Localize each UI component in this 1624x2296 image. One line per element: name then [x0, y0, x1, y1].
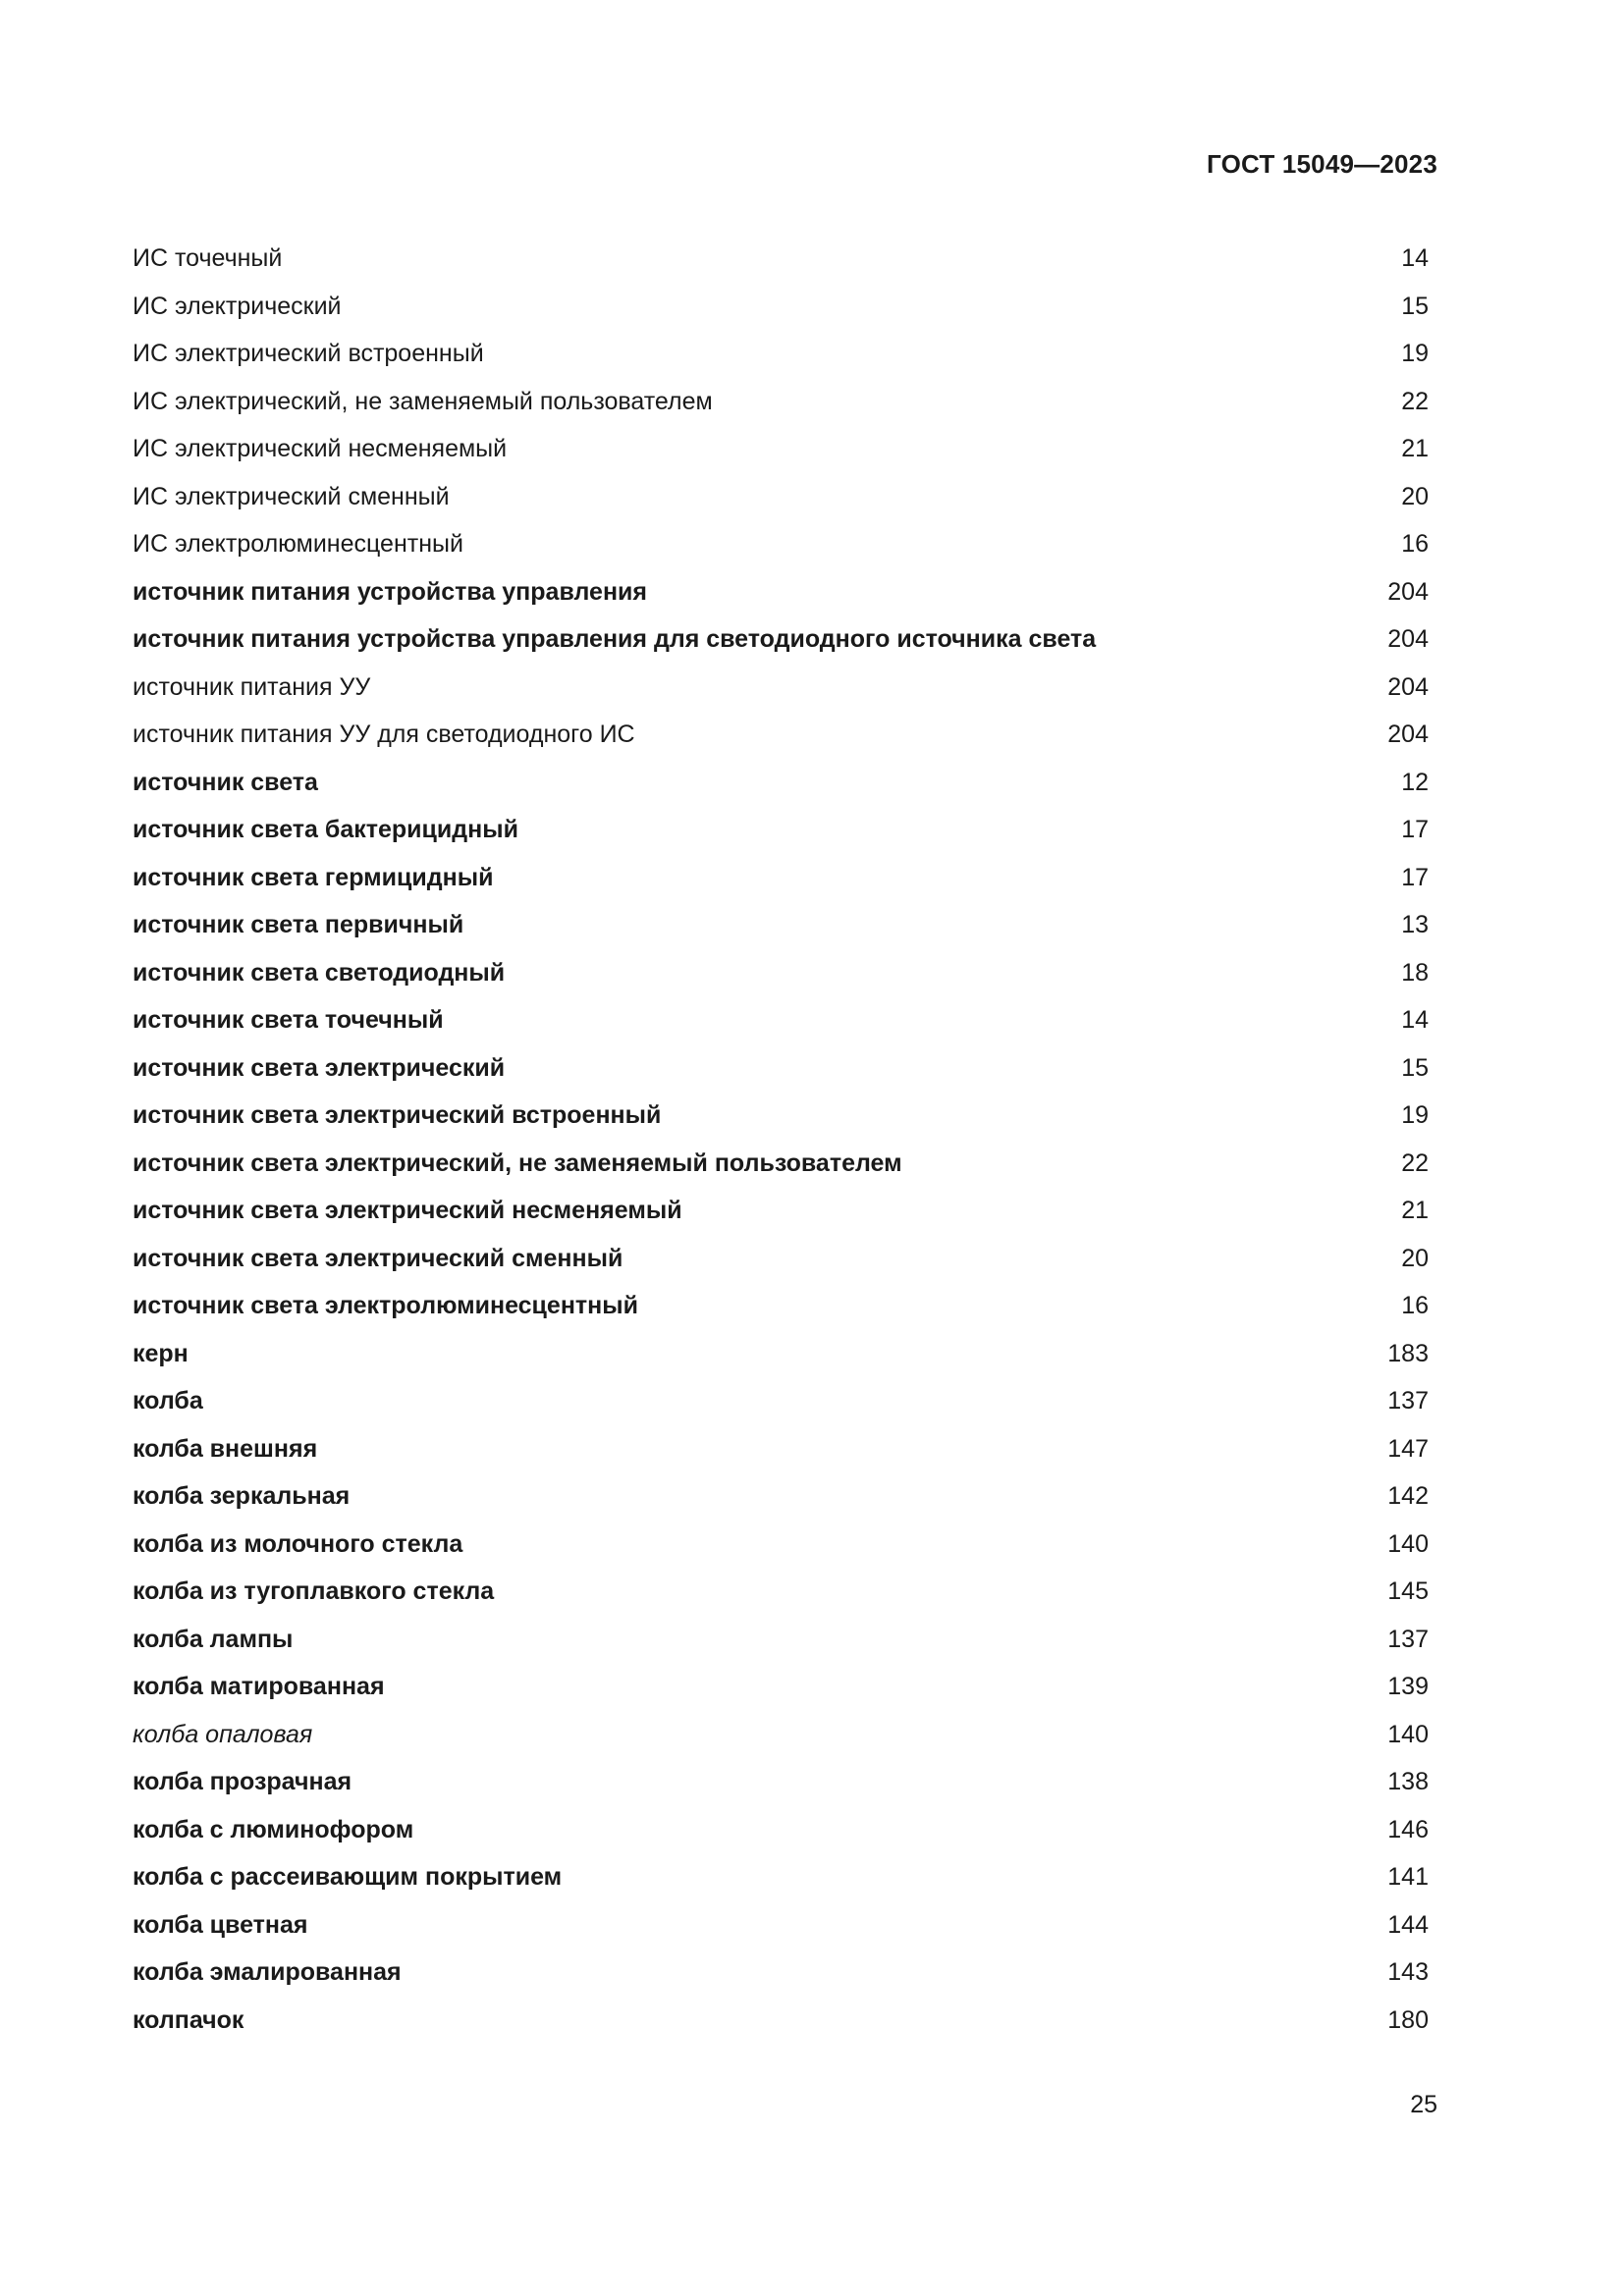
index-entry	[133, 283, 1429, 331]
index-page-ref: 138	[1387, 1768, 1429, 1795]
index-page-ref: 21	[1401, 1197, 1429, 1224]
index-page-ref: 144	[1387, 1910, 1429, 1939]
alphabetical-index-list	[133, 235, 1429, 2044]
index-page-ref: 180	[1387, 2005, 1429, 2034]
index-entry	[133, 949, 1429, 997]
index-term: источник света электрический сменный	[133, 1244, 623, 1272]
index-term: колба прозрачная	[133, 1768, 352, 1795]
index-term: ИС электрический	[133, 292, 342, 320]
index-page-ref: 140	[1387, 1720, 1429, 1748]
index-entry	[133, 664, 1429, 712]
index-term: колба из тугоплавкого стекла	[133, 1577, 495, 1605]
index-page-ref: 204	[1387, 577, 1429, 606]
index-page-ref: 16	[1401, 530, 1429, 558]
index-page-ref: 139	[1387, 1673, 1429, 1700]
index-page-ref: 14	[1401, 244, 1429, 272]
index-page-ref: 145	[1387, 1577, 1429, 1605]
index-term: колба с люминофором	[133, 1815, 414, 1843]
index-page-ref: 143	[1387, 1958, 1429, 1986]
index-entry	[133, 1330, 1429, 1378]
index-term: ИС электрический встроенный	[133, 340, 484, 367]
index-page-ref: 140	[1387, 1529, 1429, 1558]
index-entry	[133, 568, 1429, 616]
index-term: колба с рассеивающим покрытием	[133, 1863, 563, 1891]
index-term: источник света	[133, 768, 318, 796]
index-term: колба	[133, 1387, 203, 1415]
index-term: колба цветная	[133, 1910, 308, 1939]
index-entry	[133, 1425, 1429, 1473]
index-page-ref: 183	[1387, 1339, 1429, 1367]
index-entry	[133, 330, 1429, 378]
index-entry	[133, 1282, 1429, 1330]
index-page-ref: 204	[1387, 721, 1429, 748]
index-page-ref: 17	[1401, 863, 1429, 891]
index-page-ref: 137	[1387, 1625, 1429, 1653]
index-term: источник света бактерицидный	[133, 816, 518, 843]
index-entry	[133, 711, 1429, 759]
index-entry	[133, 425, 1429, 473]
index-entry	[133, 1472, 1429, 1521]
index-term: колпачок	[133, 2005, 244, 2034]
index-page-ref: 12	[1401, 768, 1429, 796]
index-term: колба эмалированная	[133, 1958, 402, 1986]
index-entry	[133, 1806, 1429, 1854]
index-page-ref: 19	[1401, 1101, 1429, 1129]
index-entry	[133, 1521, 1429, 1569]
index-entry	[133, 1997, 1429, 2045]
index-term: ИС электрический, не заменяемый пользователем	[133, 387, 713, 415]
page-number: 25	[1410, 2091, 1437, 2118]
index-entry	[133, 1568, 1429, 1616]
index-page-ref: 16	[1401, 1292, 1429, 1319]
index-entry	[133, 1235, 1429, 1283]
index-entry	[133, 520, 1429, 568]
index-page-ref: 141	[1387, 1863, 1429, 1891]
index-term: источник света электрический встроенный	[133, 1101, 662, 1129]
index-term: источник питания устройства управления	[133, 577, 647, 606]
index-entry	[133, 806, 1429, 854]
index-page-ref: 14	[1401, 1006, 1429, 1034]
index-entry	[133, 1853, 1429, 1901]
index-term: керн	[133, 1339, 189, 1367]
index-page-ref: 147	[1387, 1434, 1429, 1463]
index-term: ИС электрический сменный	[133, 482, 450, 510]
index-page-ref: 21	[1401, 435, 1429, 462]
index-entry	[133, 1711, 1429, 1759]
index-entry	[133, 901, 1429, 949]
index-term: колба зеркальная	[133, 1482, 351, 1510]
index-term: колба матированная	[133, 1673, 385, 1700]
index-term: колба опаловая	[133, 1720, 313, 1748]
index-term: источник света электролюминесцентный	[133, 1292, 638, 1319]
document-code-header: ГОСТ 15049—2023	[1207, 149, 1437, 179]
index-entry	[133, 615, 1429, 664]
index-term: источник питания УУ	[133, 672, 371, 701]
index-term: источник питания устройства управления для светодиодного источника света	[133, 625, 1097, 653]
index-term: ИС точечный	[133, 244, 283, 272]
index-term: колба лампы	[133, 1625, 294, 1653]
index-entry	[133, 1758, 1429, 1806]
index-page-ref: 146	[1387, 1815, 1429, 1843]
index-term: колба внешняя	[133, 1434, 318, 1463]
index-page-ref: 19	[1401, 340, 1429, 367]
index-term: ИС электролюминесцентный	[133, 530, 463, 558]
index-page-ref: 20	[1401, 1244, 1429, 1272]
index-page-ref: 13	[1401, 911, 1429, 938]
index-entry	[133, 1616, 1429, 1664]
index-page-ref: 204	[1387, 625, 1429, 653]
index-term: источник света первичный	[133, 911, 464, 938]
index-entry	[133, 1092, 1429, 1140]
index-entry	[133, 378, 1429, 426]
index-page-ref: 15	[1401, 1053, 1429, 1082]
index-page-ref: 18	[1401, 958, 1429, 987]
index-page-ref: 22	[1401, 1148, 1429, 1177]
index-entry	[133, 1377, 1429, 1425]
index-entry	[133, 1187, 1429, 1235]
index-page-ref: 15	[1401, 292, 1429, 320]
index-entry	[133, 1901, 1429, 1949]
index-term: источник света точечный	[133, 1006, 444, 1034]
index-page-ref: 204	[1387, 672, 1429, 701]
index-term: источник света светодиодный	[133, 958, 506, 987]
index-entry	[133, 235, 1429, 283]
index-entry	[133, 1044, 1429, 1093]
index-term: источник света гермицидный	[133, 863, 494, 891]
index-term: источник света электрический, не заменяемый пользователем	[133, 1148, 902, 1177]
index-page-ref: 137	[1387, 1387, 1429, 1415]
index-term: источник света электрический несменяемый	[133, 1197, 682, 1224]
index-entry	[133, 1663, 1429, 1711]
index-entry	[133, 759, 1429, 807]
index-entry	[133, 1140, 1429, 1188]
index-term: источник света электрический	[133, 1053, 506, 1082]
index-term: источник питания УУ для светодиодного ИС	[133, 721, 635, 748]
index-page-ref: 17	[1401, 816, 1429, 843]
index-entry	[133, 854, 1429, 902]
index-page-ref: 20	[1401, 482, 1429, 510]
index-entry	[133, 473, 1429, 521]
index-entry	[133, 996, 1429, 1044]
index-page-ref: 142	[1387, 1482, 1429, 1510]
index-term: ИС электрический несменяемый	[133, 435, 508, 462]
index-entry	[133, 1949, 1429, 1997]
index-page-ref: 22	[1401, 387, 1429, 415]
index-term: колба из молочного стекла	[133, 1529, 463, 1558]
